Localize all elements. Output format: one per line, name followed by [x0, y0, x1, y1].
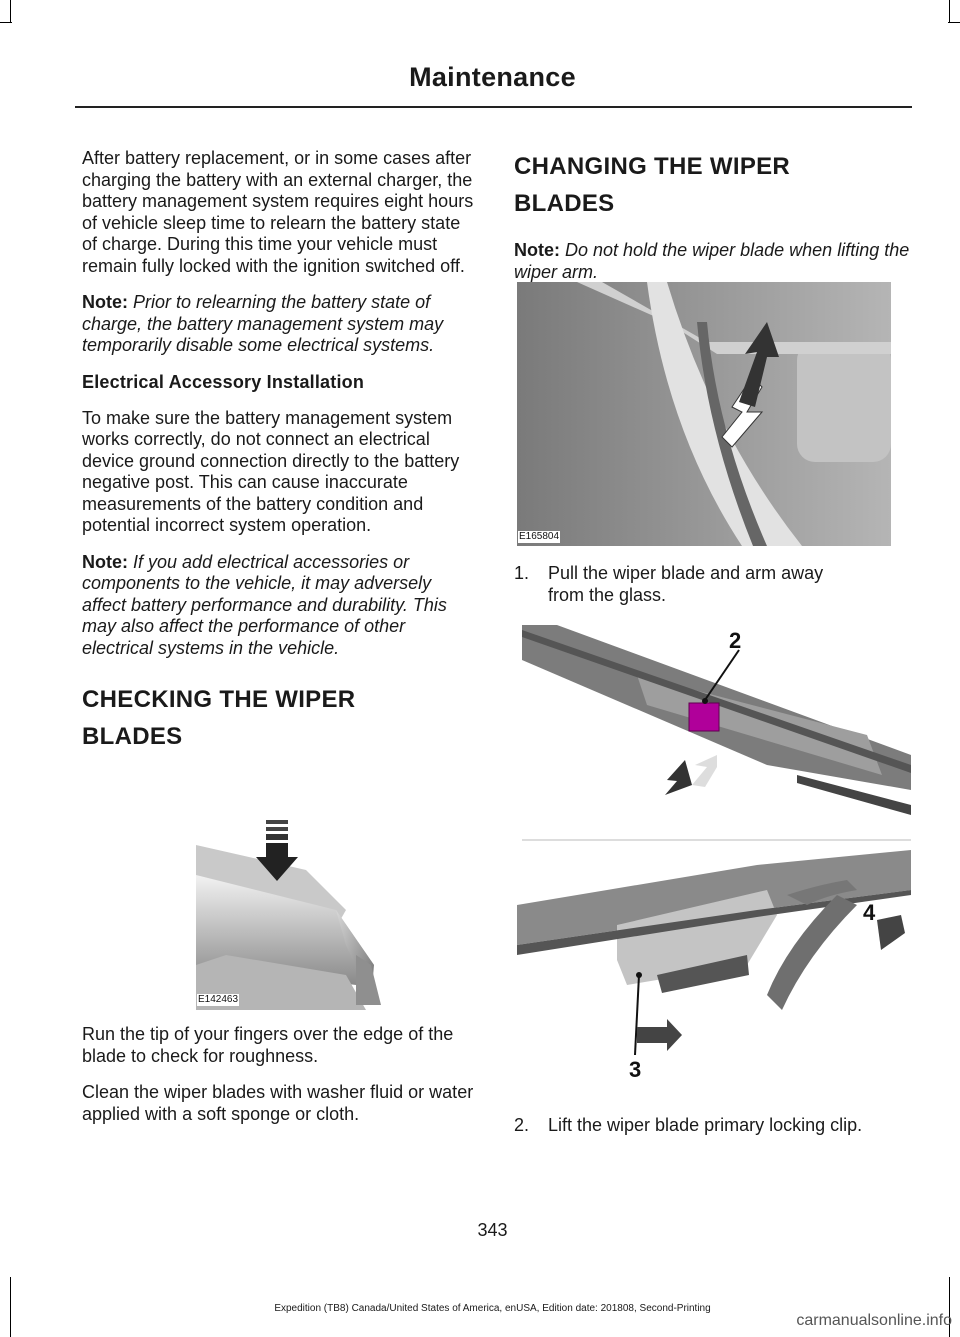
intro-paragraph: After battery replacement, or in some cases after charging the battery with an external charger, the battery management system requires eight hours of vehicle sleep time to relearn the battery state of charge. During this time your vehicle must remain fully locked with the ignition switched off. — [82, 148, 474, 276]
wiper-arm-lift-figure — [517, 282, 891, 546]
clean-paragraph: Clean the wiper blades with washer fluid or water applied with a soft sponge or cloth. — [82, 1082, 474, 1124]
header-rule — [75, 106, 912, 108]
subheading-accessory: Electrical Accessory Installation — [82, 371, 365, 392]
crop-mark — [949, 0, 950, 22]
step-2 — [514, 1115, 910, 1139]
callout-4: 4 — [863, 900, 876, 925]
left-column-bottom — [82, 1024, 476, 1140]
note-text: Prior to relearning the battery state of charge, the battery management system may temporarily disable some electrical systems. — [82, 292, 444, 355]
page-number: 343 — [477, 1220, 508, 1240]
wiper-blade-release-illustration — [517, 615, 911, 1093]
step-text — [548, 563, 823, 606]
note-battery — [82, 292, 476, 357]
note-label: Note: — [514, 240, 560, 260]
note-label: Note: — [82, 551, 128, 572]
step-text: Lift the wiper blade primary locking clip. — [548, 1115, 863, 1135]
watermark: carmanualsonline.info — [796, 1312, 952, 1329]
section-title-line: CHANGING THE WIPER — [514, 153, 791, 180]
callout-3: 3 — [629, 1057, 642, 1082]
wiper-blade-edge-figure — [196, 815, 474, 1010]
note-text: Do not hold the wiper blade when lifting the wiper arm. — [514, 240, 910, 282]
step-text-line: Pull the wiper blade and arm away — [548, 563, 824, 583]
step-1 — [514, 563, 910, 609]
section-title-line: CHECKING THE WIPER — [82, 686, 356, 713]
note-text: If you add electrical accessories or components to the vehicle, it may adversely affect battery performance and durability. This may also affect the performance of other electrical systems in the vehicle. — [82, 551, 447, 658]
step-text-line: from the glass. — [548, 584, 667, 605]
figure-id: E142463 — [198, 994, 239, 1005]
left-column — [82, 148, 476, 755]
note-label: Note: — [82, 292, 128, 312]
section-title-line: BLADES — [514, 190, 615, 217]
section-title-line: BLADES — [82, 723, 183, 750]
section-title-checking — [82, 681, 476, 755]
wiper-arm-lift-illustration — [517, 282, 891, 546]
callout-2: 2 — [729, 628, 742, 653]
step-number: 1. — [514, 563, 530, 583]
right-column — [514, 148, 910, 298]
crop-mark — [948, 22, 960, 23]
step-number: 2. — [514, 1115, 530, 1135]
install-paragraph: To make sure the battery management system works correctly, do not connect an electrical device ground connection directly to the battery negative post. This can cause inaccurate measurements of the battery condition and potential incorrect system operation. — [82, 407, 460, 535]
figure-id: E165804 — [519, 531, 560, 542]
crop-mark — [10, 0, 11, 22]
footer-edition-text: Expedition (TB8) Canada/United States of America, enUSA, Edition date: 201808, Second-Printing — [274, 1303, 711, 1314]
check-paragraph: Run the tip of your fingers over the edge of the blade to check for roughness. — [82, 1024, 454, 1066]
section-title-changing — [514, 148, 910, 222]
note-wiper — [514, 240, 910, 283]
crop-mark — [0, 22, 12, 23]
wiper-blade-edge-illustration — [196, 815, 474, 1010]
note-accessories — [82, 552, 476, 660]
page-title: Maintenance — [409, 62, 576, 92]
wiper-blade-release-figure — [517, 615, 911, 1093]
